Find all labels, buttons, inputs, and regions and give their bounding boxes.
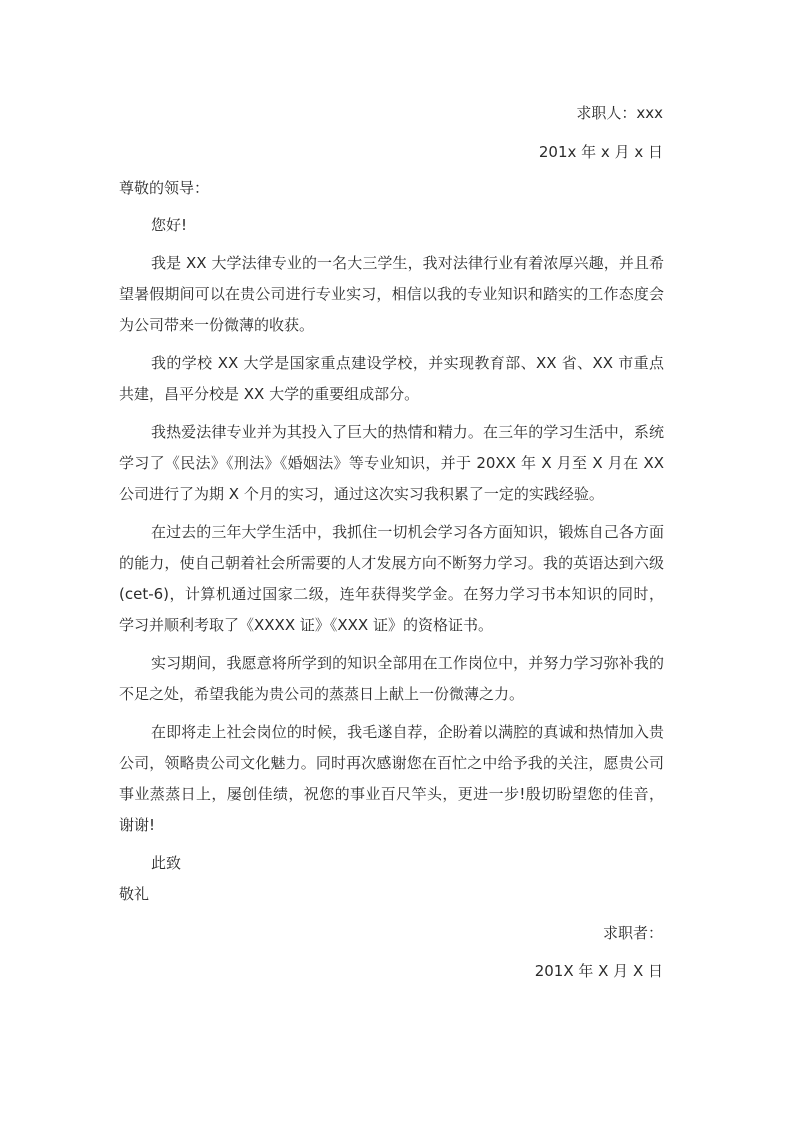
paragraph-school: 我的学校 XX 大学是国家重点建设学校，并实现教育部、XX 省、XX 市重点共建，昌平分校是 XX 大学的重要组成部分。 bbox=[119, 354, 664, 403]
signer-line: 求职者： bbox=[602, 924, 663, 942]
sign-date: 201X 年 X 月 X 日 bbox=[534, 962, 663, 980]
paragraph-study: 我热爱法律专业并为其投入了巨大的热情和精力。在三年的学习生活中，系统学习了《民法》《刑法》《婚姻法》等专业知识，并于 20XX 年 X 月至 X 月在 XX 公司进行了为期 X 个月的实习，通过这次实习我积累了一定的实践经验。 bbox=[119, 423, 664, 503]
paragraph-internship: 实习期间，我愿意将所学到的知识全部用在工作岗位中，并努力学习弥补我的不足之处，希望我能为贵公司的蒸蒸日上献上一份微薄之力。 bbox=[119, 654, 664, 703]
salutation: 尊敬的领导： bbox=[119, 179, 210, 197]
letter-body bbox=[119, 210, 664, 886]
paragraph-closing: 在即将走上社会岗位的时候，我毛遂自荐，企盼着以满腔的真诚和热情加入贵公司，领略贵公司文化魅力。同时再次感谢您在百忙之中给予我的关注，愿贵公司事业蒸蒸日上，屡创佳绩，祝您的事业百尺竿头，更进一步!殷切盼望您的佳音，谢谢! bbox=[119, 723, 664, 834]
applicant-line: 求职人：xxx bbox=[576, 104, 663, 122]
closing-jingli: 敬礼 bbox=[119, 885, 150, 903]
paragraph-intro: 我是 XX 大学法律专业的一名大三学生，我对法律行业有着浓厚兴趣，并且希望暑假期间可以在贵公司进行专业实习，相信以我的专业知识和踏实的工作态度会为公司带来一份微薄的收获。 bbox=[119, 254, 664, 334]
paragraph-skills: 在过去的三年大学生活中，我抓住一切机会学习各方面知识，锻炼自己各方面的能力，使自己朝着社会所需要的人才发展方向不断努力学习。我的英语达到六级(cet-6)，计算机通过国家二级，连年获得奖学金。在努力学习书本知识的同时，学习并顺利考取了《XXXX 证》《XXX 证》的资格证书。 bbox=[119, 523, 664, 634]
closing-cizhi: 此致 bbox=[151, 854, 182, 872]
header-date: 201x 年 x 月 x 日 bbox=[538, 143, 663, 161]
greeting: 您好! bbox=[151, 216, 188, 234]
